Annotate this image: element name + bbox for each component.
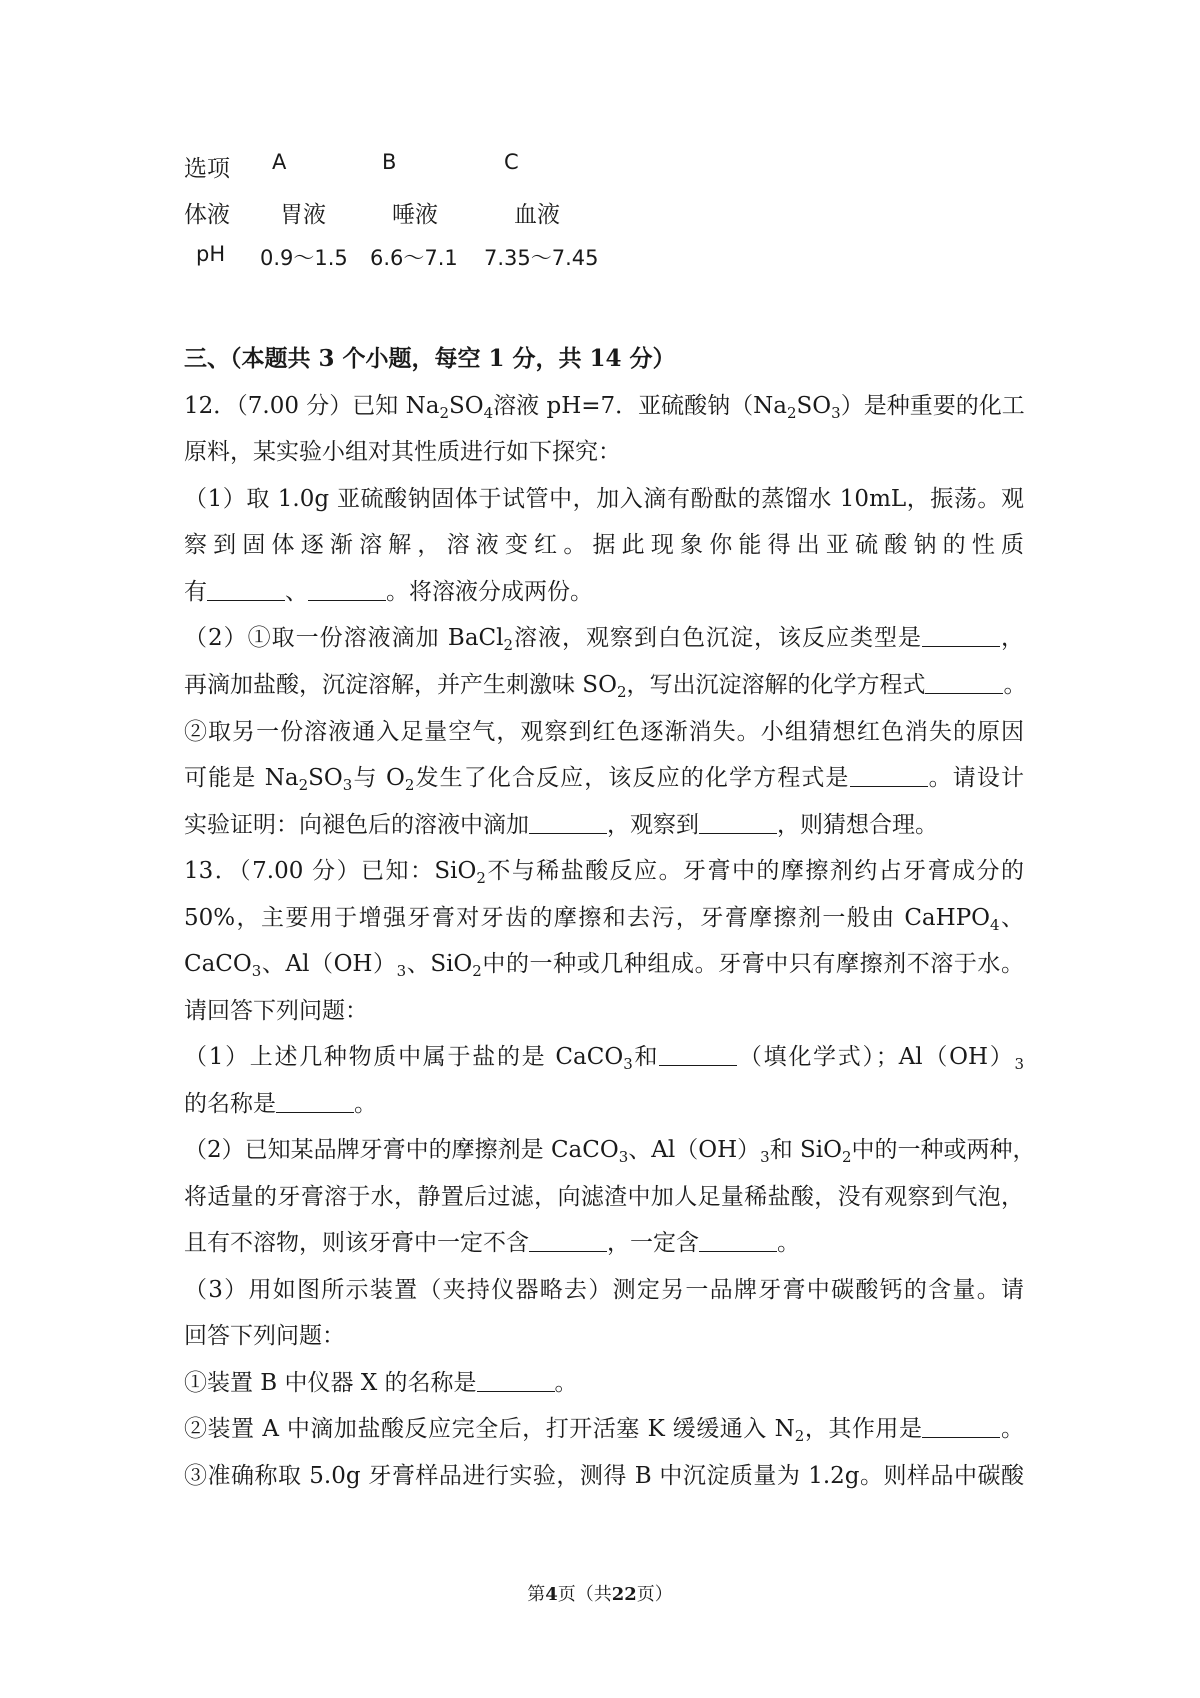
page-number: 4 [545,1584,558,1605]
table-cell: 0.9～1.5 [260,246,348,270]
table-cell: 胃液 [280,202,326,228]
q13-line-9: 且有不溶物，则该牙膏中一定不含 ，一定含 。 [184,1230,800,1256]
q13-line-6: 的名称是 。 [184,1091,377,1117]
answer-blank[interactable] [308,578,386,601]
q12-line-2: 原料，某实验小组对其性质进行如下探究： [184,439,621,465]
answer-blank[interactable] [925,671,1003,694]
table-cell: C [504,150,519,174]
q12-line-3: （1）取 1.0g 亚硫酸钠固体于试管中，加入滴有酚酞的蒸馏水 10mL，振荡。观 [184,486,1024,512]
answer-blank[interactable] [922,624,1000,647]
q13-line-3: CaCO$_3$、$Al(OH)_3$、SiO$_2$中的一种或几种组成。牙膏中只有摩擦剂不溶于水。 [184,951,1025,980]
q13-line-14: ③准确称取 5.0g 牙膏样品进行实验，测得 B 中沉淀质量为 1.2g。则样品中碳酸 [184,1463,1024,1489]
q13-line-12: ①装置 B 中仪器 X 的名称是 。 [184,1370,578,1396]
q13-line-8: 将适量的牙膏溶于水，静置后过滤，向滤渣中加人足量稀盐酸，没有观察到气泡， [184,1184,1024,1210]
q13-line-7: （2）已知某品牌牙膏中的摩擦剂是 CaCO$_3$、$Al(OH)_3$和 SiO$_2$中的一种或两种， [184,1137,1036,1166]
answer-blank[interactable] [850,764,928,787]
q12-line-9: 可能是 $Na_2SO_3$与 $O_2$发生了化合反应，该反应的化学方程式是 。请设计 [184,765,1025,794]
page-footer: 第4页（共22页） [527,1584,673,1605]
answer-blank[interactable] [529,1229,607,1252]
q12-line-5: 有 、 。将溶液分成两份。 [184,579,593,605]
answer-blank[interactable] [699,811,777,834]
answer-blank[interactable] [922,1415,1000,1438]
answer-blank[interactable] [477,1369,555,1392]
table-cell: 唾液 [392,202,438,228]
q13-line-13: ②装置 A 中滴加盐酸反应完全后，打开活塞 K 缓缓通入 $N_2$，其作用是 。 [184,1416,1024,1445]
q13-line-1: 13．（7.00 分）已知：SiO$_2$不与稀盐酸反应。牙膏中的摩擦剂约占牙膏成分的 [184,858,1025,887]
table-cell: 7.35～7.45 [484,246,599,270]
q13-line-2: 50%，主要用于增强牙膏对牙齿的摩擦和去污，牙膏摩擦剂一般由 CaHPO$_4$、 [184,905,1025,934]
q13-line-10: （3）用如图所示装置（夹持仪器略去）测定另一品牌牙膏中碳酸钙的含量。请 [184,1277,1024,1303]
answer-blank[interactable] [529,811,607,834]
answer-blank[interactable] [659,1043,737,1066]
q13-line-4: 请回答下列问题： [184,998,368,1024]
q12-line-6: （2）①取一份溶液滴加 BaCl$_2$溶液，观察到白色沉淀，该反应类型是 ， [184,625,1025,654]
section-title: 三、（本题共 3 个小题，每空 1 分，共 14 分） [184,345,676,372]
table-cell: A [272,150,287,174]
q12-line-8: ②取另一份溶液通入足量空气，观察到红色逐渐消失。小组猜想红色消失的原因 [184,719,1024,745]
q13-line-11: 回答下列问题： [184,1323,345,1349]
q13-line-5: （1）上述几种物质中属于盐的是 CaCO$_3$和 （填化学式）；$Al(OH)_3$ [184,1044,1024,1073]
q12-line-10: 实验证明：向褪色后的溶液中滴加 ，观察到 ，则猜想合理。 [184,812,938,838]
total-pages: 22 [611,1584,637,1605]
table-cell: 血液 [514,202,560,228]
table-cell: 体液 [184,202,230,228]
table-cell: 6.6～7.1 [370,246,458,270]
table-cell: B [382,150,397,174]
answer-blank[interactable] [276,1090,354,1113]
q12-line-1: 12．（7.00 分）已知 $Na_2SO_4$溶液 pH=7．亚硫酸钠$(Na_2SO_3)$是种重要的化工 [184,393,1025,422]
answer-blank[interactable] [699,1229,777,1252]
q12-line-4: 察到固体逐渐溶解，溶液变红。据此现象你能得出亚硫酸钠的性质 [184,532,1024,558]
answer-blank[interactable] [207,578,285,601]
table-cell: pH [196,242,226,266]
table-cell: 选项 [184,156,230,182]
q12-line-7: 再滴加盐酸，沉淀溶解，并产生刺激味 $SO_2$，写出沉淀溶解的化学方程式 。 [184,672,1027,701]
